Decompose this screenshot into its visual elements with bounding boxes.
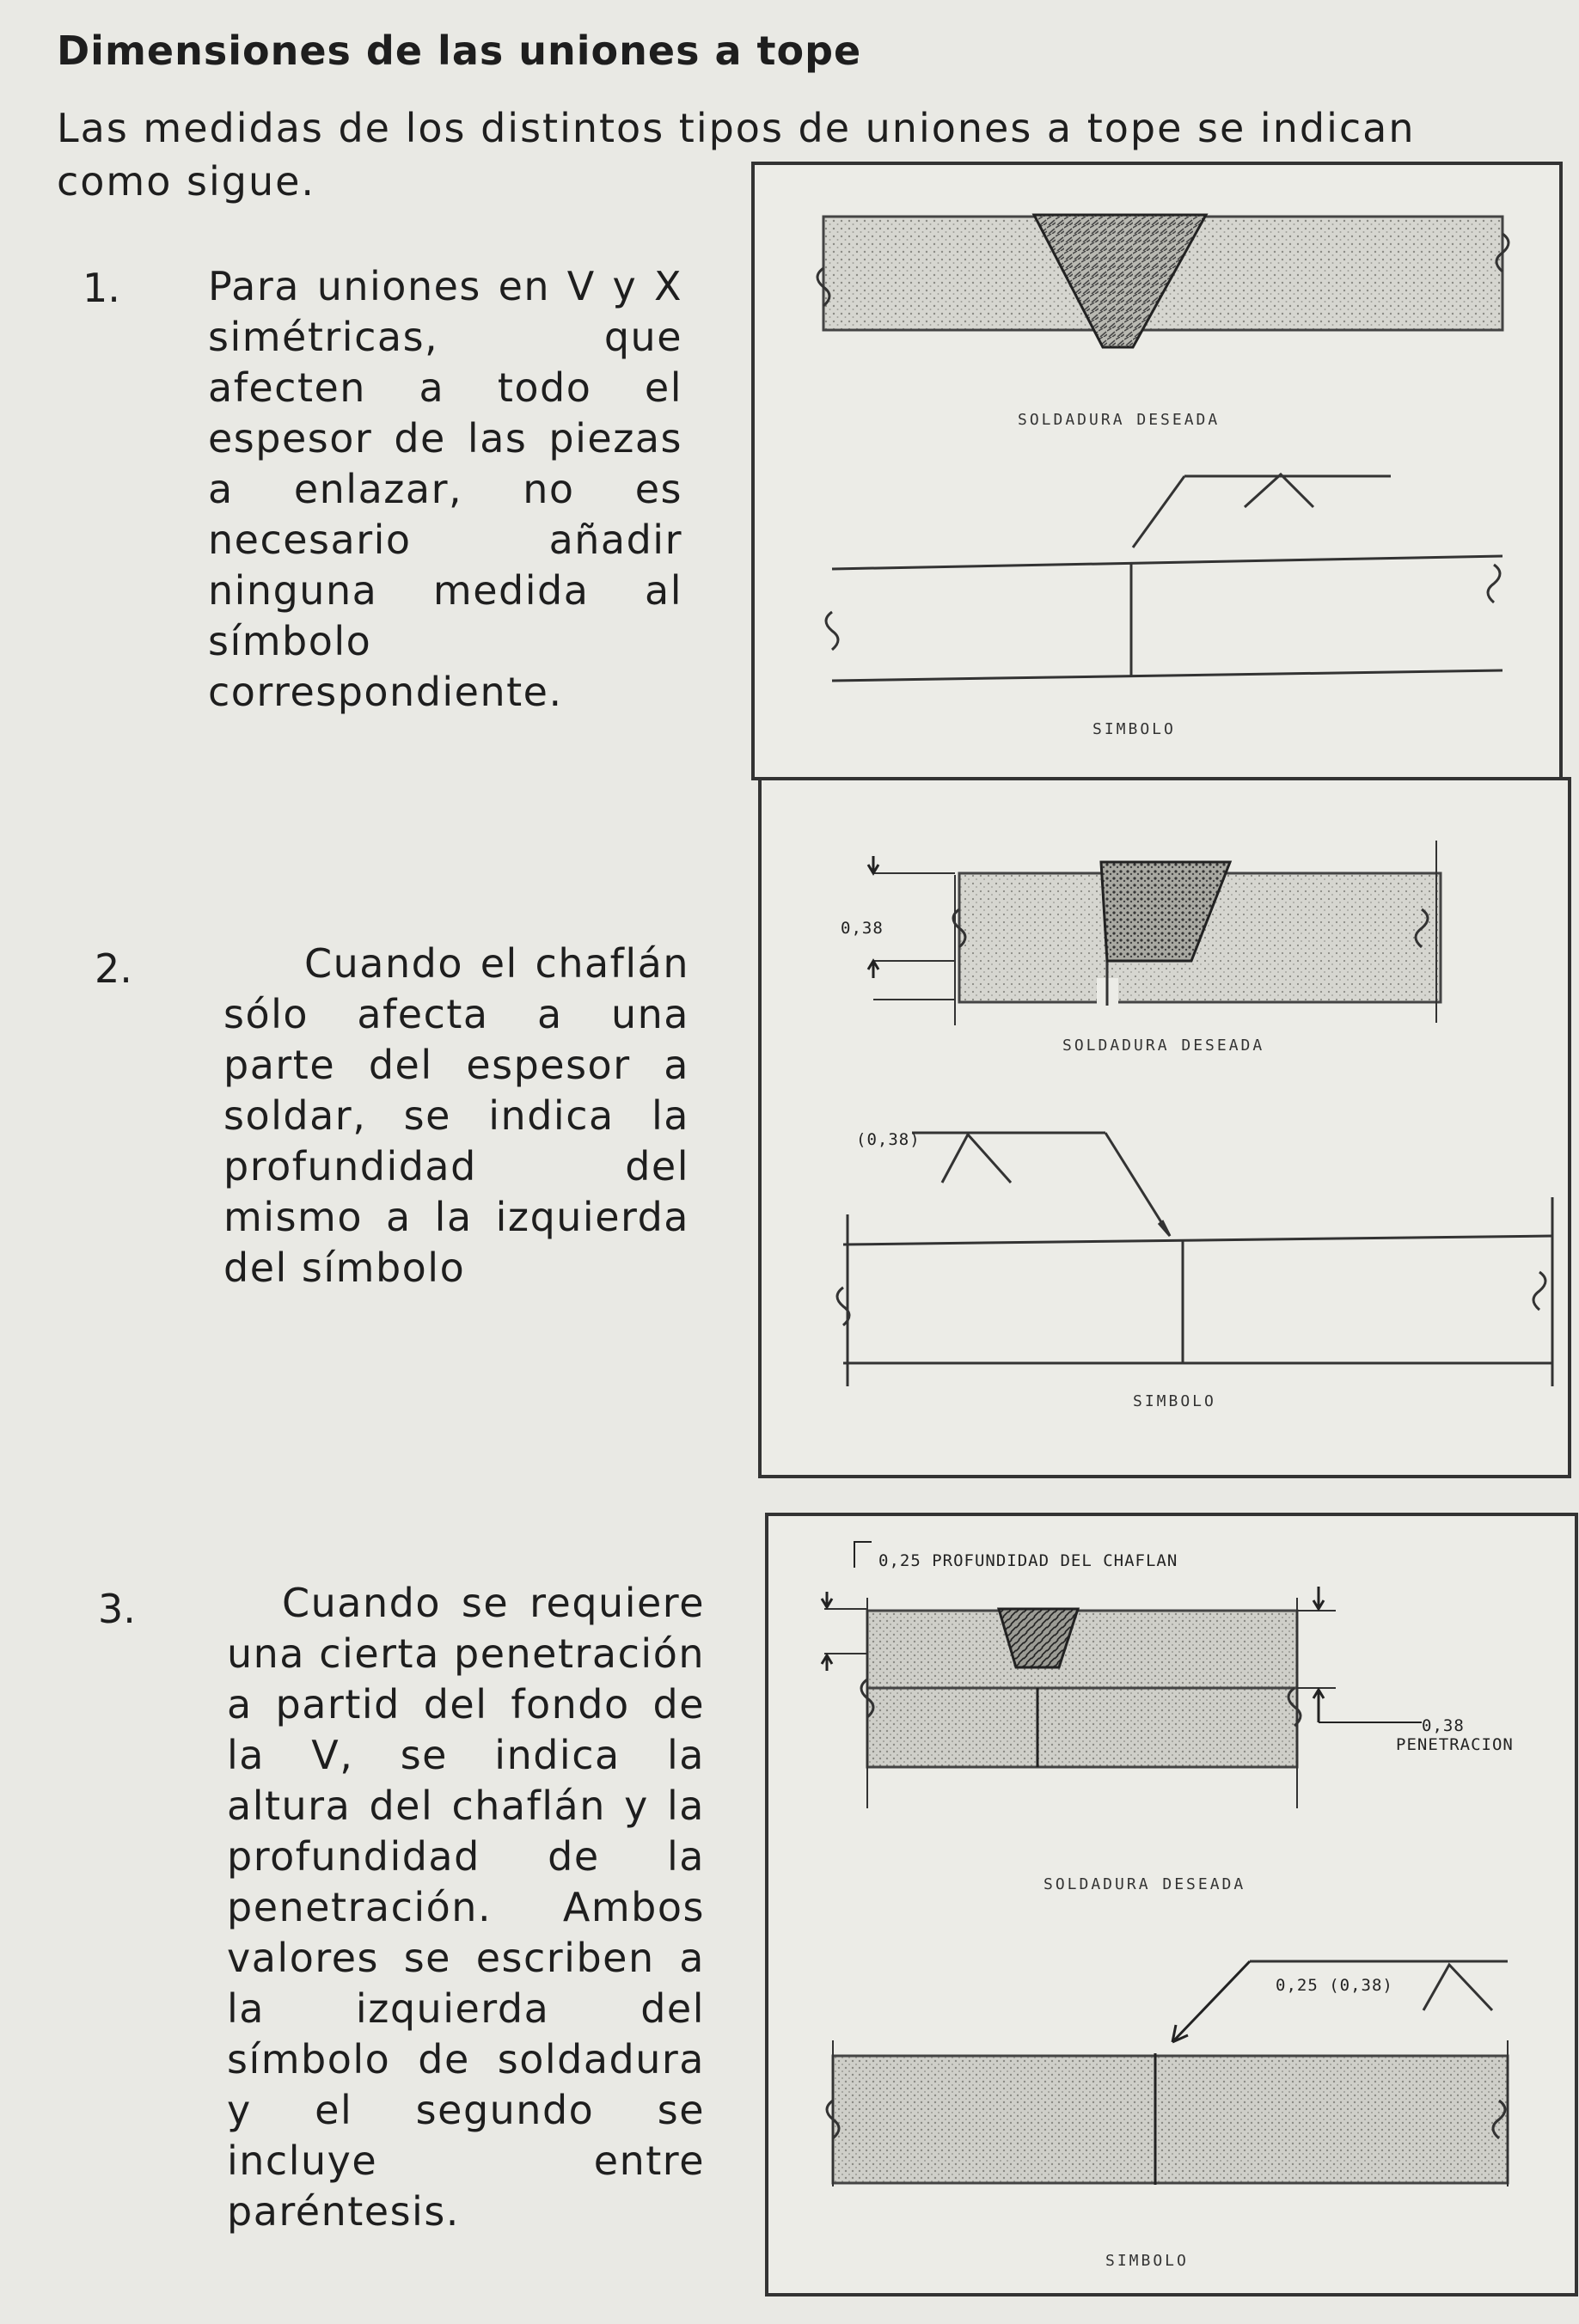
intro-paragraph: Las medidas de los distintos tipos de uniones a tope se indican como sigue. [57,105,1416,205]
fig2-caption-top: SOLDADURA DESEADA [1062,1037,1265,1055]
fig2-dimension-label: 0,38 [841,919,884,938]
item-3-number: 3. [98,1586,136,1632]
item-2-number: 2. [95,945,132,992]
fig3-desired-weld-drawing [822,1542,1422,1808]
fig3-symbol-drawing [827,1961,1508,2186]
fig1-desired-weld-drawing [817,215,1509,347]
fig1-caption-bottom: SIMBOLO [1092,720,1176,738]
fig2-caption-bottom: SIMBOLO [1133,1392,1216,1410]
fig3-depth-label: 0,25 PROFUNDIDAD DEL CHAFLAN [878,1551,1178,1570]
fig3-penetration-label: PENETRACION [1396,1735,1514,1754]
fig2-desired-weld-drawing [868,841,1441,1025]
fig3-symbol-dimension: 0,25 (0,38) [1276,1976,1393,1995]
figure-1-panel [751,162,1563,780]
fig2-symbol-dimension: (0,38) [856,1130,921,1149]
fig3-caption-top: SOLDADURA DESEADA [1043,1875,1246,1893]
figure-2-panel [758,777,1571,1478]
fig3-penetration-value: 0,38 [1422,1716,1465,1735]
fig2-symbol-drawing [837,1133,1552,1386]
figure-3-panel [765,1513,1578,2296]
item-3-text: Cuando se requiere una cierta penetración a partid del fondo de la V, se indica la altura del chaflán y la profundidad de la penetración. Ambos valores se escriben a la izquierda del símbolo de soldadura y el segundo se incluye entre paréntesis. [227,1580,705,2235]
page-title: Dimensiones de las uniones a tope [57,28,862,74]
item-1-text: Para uniones en V y X simétricas, que afecten a todo el espesor de las piezas a enlazar, no es necesario añadir ninguna medida al símbolo correspondiente. [208,263,682,715]
fig1-symbol-drawing [826,474,1502,681]
fig3-caption-bottom: SIMBOLO [1105,2252,1189,2270]
item-2-text: Cuando el chaflán sólo afecta a una parte del espesor a soldar, se indica la profundidad del mismo a la izquierda del símbolo [223,940,689,1291]
fig1-caption-top: SOLDADURA DESEADA [1018,411,1221,429]
item-1-number: 1. [83,265,120,311]
